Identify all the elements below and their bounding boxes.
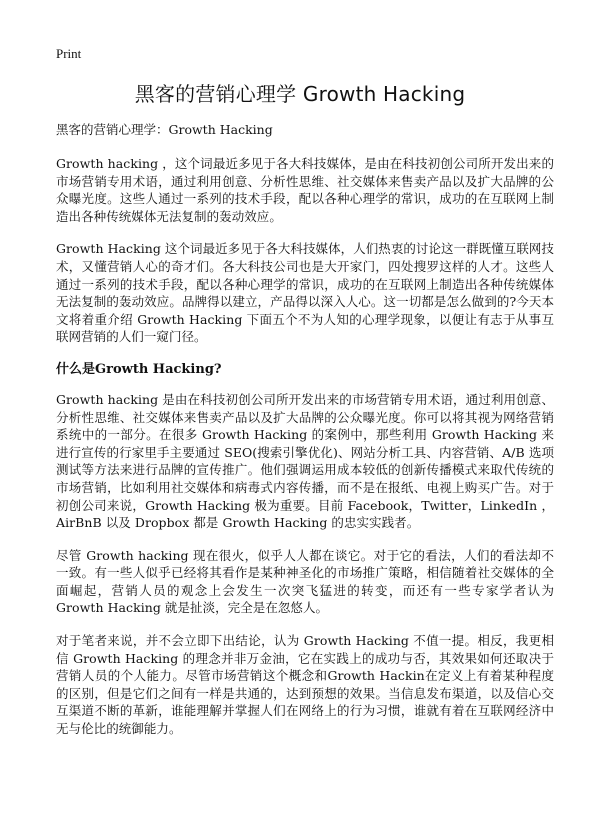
document-title: 黑客的营销心理学 Growth Hacking <box>134 82 466 106</box>
section-paragraph-2: 尽管 Growth hacking 现在很火，似乎人人都在谈它。对于它的看法，人们的看法却不一致。有一些人似乎已经将其看作是某种神圣化的市场推广策略，相信随着社交媒体的全面崛起，营销人员的观念上会发生一次突飞猛进的转变，而还有一些专家学者认为 Growth Hacking 就是扯淡，完全是在忽悠人。 <box>56 547 554 616</box>
print-link[interactable]: Print <box>56 46 82 61</box>
intro-paragraph-1: Growth hacking ，这个词最近多见于各大科技媒体，是由在科技初创公司所开发出来的市场营销专用术语，通过利用创意、分析性思维、社交媒体来售卖产品以及扩大品牌的公众曝光度。这些人通过一系列的技术手段，配以各种心理学的常识，成功的在互联网上制造出各种传统媒体无法复制的轰动效应。 <box>56 156 554 224</box>
document-content <box>56 120 554 753</box>
section-paragraph-3: 对于笔者来说，并不会立即下出结论，认为 Growth Hacking 不值一提。相反，我更相信 Growth Hacking 的理念并非万金油，它在实践上的成功与否，其效果如何还取决于营销人员的个人能力。尽管市场营销这个概念和Growth Hackin在定义上有着某种程度的区别，但是它们之间有一样是共通的，达到预想的效果。当信息发布渠道，以及信心交互渠道不断的革新，谁能理解并掌握人们在网络上的行为习惯，谁就有着在互联网经济中无与伦比的统御能力。 <box>56 633 554 737</box>
section-paragraph-1: Growth hacking 是由在科技初创公司所开发出来的市场营销专用术语，通过利用创意、分析性思维、社交媒体来售卖产品以及扩大品牌的公众曝光度。你可以将其视为网络营销系统中的一部分。在很多 Growth Hacking 的案例中，那些利用 Growth Hacking 来进行宣传的行家里手主要通过 SEO(搜索引擎优化)、网站分析工具、内容营销、A/B 选项测试等方法来进行品牌的宣传推广。他们强调运用成本较低的创新传播模式来取代传统的市场营销，比如利用社交媒体和病毒式内容传播，而不是在报纸、电视上购买广告。对于初创公司来说，Growth Hacking 极为重要。目前 Facebook，Twitter，LinkedIn ，AirBnB 以及 Dropbox 都是 Growth Hacking 的忠实实践者。 <box>56 391 554 531</box>
section-heading: 什么是Growth Hacking? <box>56 361 222 377</box>
intro-paragraph-2: Growth Hacking 这个词最近多见于各大科技媒体，人们热衷的讨论这一群既懂互联网技术，又懂营销人心的奇才们。各大科技公司也是大开家门，四处搜罗这样的人才。这些人通过一系列的技术手段，配以各种心理学的常识，成功的在互联网上制造出各种传统媒体无法复制的轰动效应。品牌得以建立，产品得以深入人心。这一切都是怎么做到的?今天本文将着重介绍 Growth Hacking 下面五个不为人知的心理学现象，以便让有志于从事互联网营销的人们一窥门径。 <box>56 241 554 345</box>
document-subtitle: 黑客的营销心理学：Growth Hacking <box>56 122 273 137</box>
